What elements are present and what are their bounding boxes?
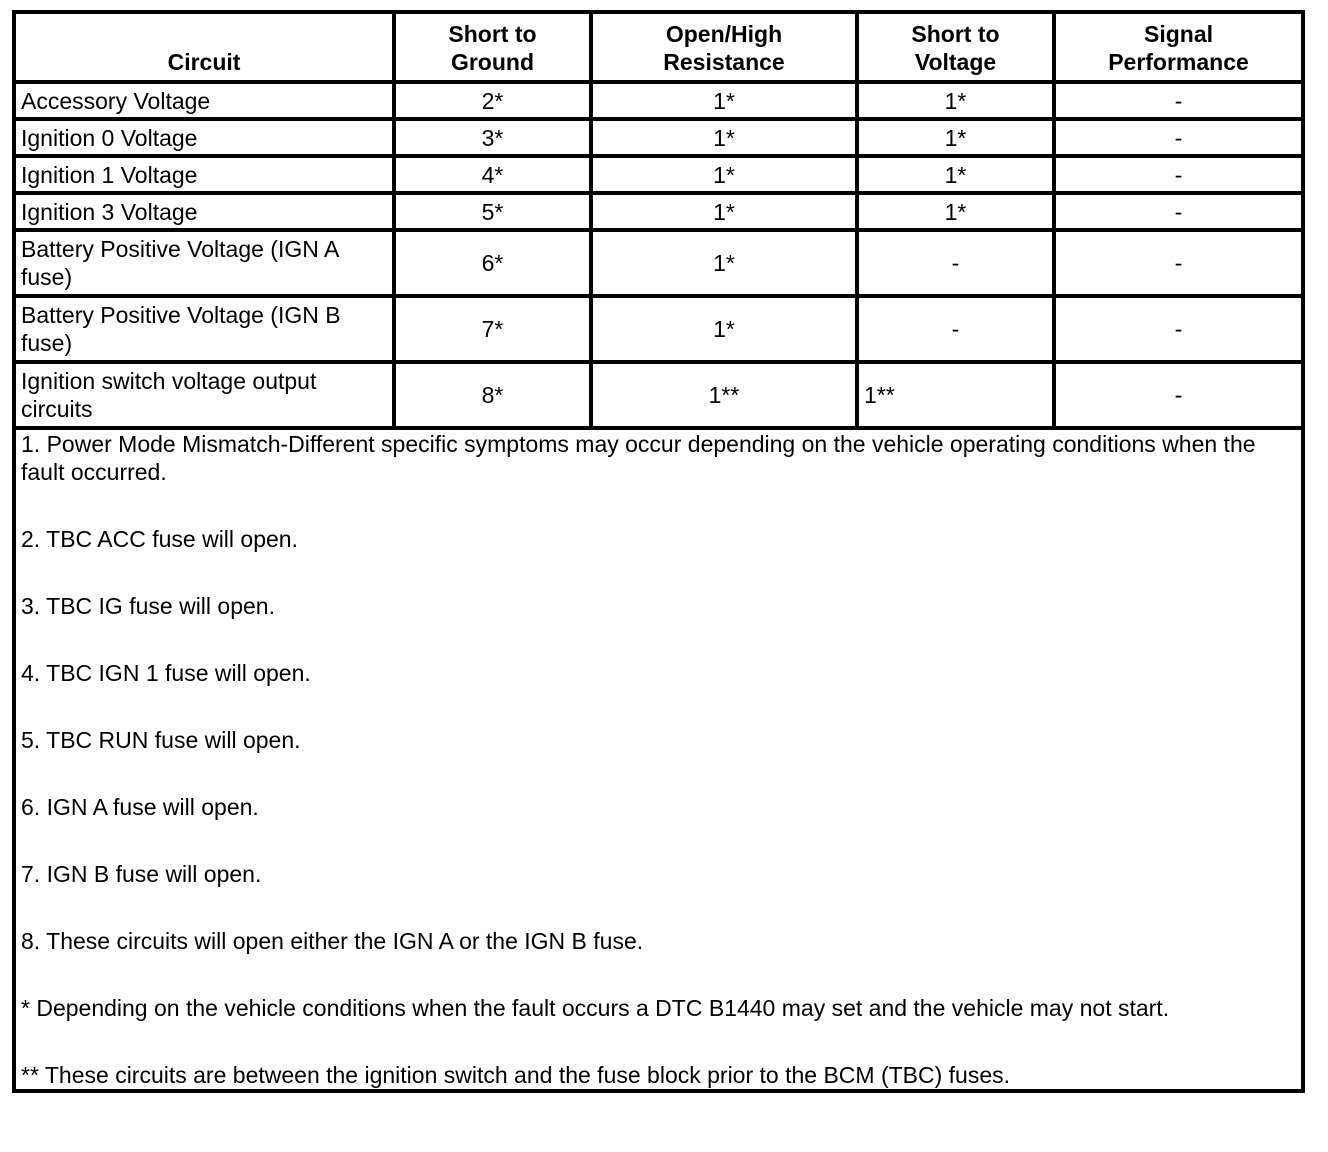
cell-short-to-voltage: - — [857, 230, 1054, 296]
cell-signal-performance: - — [1054, 230, 1303, 296]
cell-short-to-ground: 8* — [394, 362, 591, 428]
table-row — [14, 119, 1303, 156]
cell-circuit: Accessory Voltage — [14, 82, 394, 119]
note-1: 1. Power Mode Mismatch-Different specific symptoms may occur depending on the vehicle operating conditions when the fault occurred. — [21, 431, 1256, 485]
notes-cell — [14, 428, 1303, 1091]
cell-circuit: Ignition 0 Voltage — [14, 119, 394, 156]
cell-short-to-voltage: 1* — [857, 119, 1054, 156]
cell-short-to-ground: 3* — [394, 119, 591, 156]
cell-signal-performance: - — [1054, 156, 1303, 193]
note-double-asterisk: ** These circuits are between the ignition switch and the fuse block prior to the BCM (TBC) fuses. — [21, 1062, 1011, 1088]
cell-circuit: Ignition 3 Voltage — [14, 193, 394, 230]
note-7: 7. IGN B fuse will open. — [21, 861, 262, 887]
notes-row — [14, 428, 1303, 1091]
cell-signal-performance: - — [1054, 296, 1303, 362]
circuit-fault-table-container — [12, 10, 1301, 1093]
cell-open-high-resistance: 1** — [591, 362, 857, 428]
note-single-asterisk: * Depending on the vehicle conditions when the fault occurs a DTC B1440 may set and the vehicle may not start. — [21, 995, 1170, 1021]
cell-open-high-resistance: 1* — [591, 119, 857, 156]
cell-circuit: Ignition 1 Voltage — [14, 156, 394, 193]
cell-short-to-voltage: 1* — [857, 156, 1054, 193]
note-5: 5. TBC RUN fuse will open. — [21, 727, 301, 753]
cell-open-high-resistance: 1* — [591, 82, 857, 119]
table-row — [14, 362, 1303, 428]
cell-circuit: Ignition switch voltage output circuits — [14, 362, 394, 428]
header-open-high-resistance: Open/High Resistance — [591, 12, 857, 82]
cell-signal-performance: - — [1054, 82, 1303, 119]
cell-circuit: Battery Positive Voltage (IGN A fuse) — [14, 230, 394, 296]
cell-short-to-voltage: 1* — [857, 193, 1054, 230]
cell-open-high-resistance: 1* — [591, 296, 857, 362]
header-short-to-voltage: Short to Voltage — [857, 12, 1054, 82]
cell-short-to-voltage: 1* — [857, 82, 1054, 119]
table-row — [14, 296, 1303, 362]
cell-short-to-voltage: 1** — [857, 362, 1054, 428]
note-6: 6. IGN A fuse will open. — [21, 794, 259, 820]
cell-short-to-ground: 2* — [394, 82, 591, 119]
cell-circuit: Battery Positive Voltage (IGN B fuse) — [14, 296, 394, 362]
note-8: 8. These circuits will open either the IGN A or the IGN B fuse. — [21, 928, 644, 954]
cell-short-to-ground: 5* — [394, 193, 591, 230]
cell-short-to-ground: 6* — [394, 230, 591, 296]
table-header-row — [14, 12, 1303, 82]
note-2: 2. TBC ACC fuse will open. — [21, 526, 298, 552]
cell-open-high-resistance: 1* — [591, 156, 857, 193]
cell-signal-performance: - — [1054, 119, 1303, 156]
cell-signal-performance: - — [1054, 362, 1303, 428]
cell-short-to-ground: 4* — [394, 156, 591, 193]
cell-short-to-ground: 7* — [394, 296, 591, 362]
cell-signal-performance: - — [1054, 193, 1303, 230]
note-3: 3. TBC IG fuse will open. — [21, 593, 275, 619]
cell-short-to-voltage: - — [857, 296, 1054, 362]
table-row — [14, 82, 1303, 119]
table-row — [14, 193, 1303, 230]
note-4: 4. TBC IGN 1 fuse will open. — [21, 660, 311, 686]
circuit-fault-table — [12, 10, 1305, 1093]
table-row — [14, 156, 1303, 193]
header-circuit: Circuit — [14, 12, 394, 82]
header-short-to-ground: Short to Ground — [394, 12, 591, 82]
cell-open-high-resistance: 1* — [591, 230, 857, 296]
cell-open-high-resistance: 1* — [591, 193, 857, 230]
header-signal-performance: Signal Performance — [1054, 12, 1303, 82]
table-row — [14, 230, 1303, 296]
